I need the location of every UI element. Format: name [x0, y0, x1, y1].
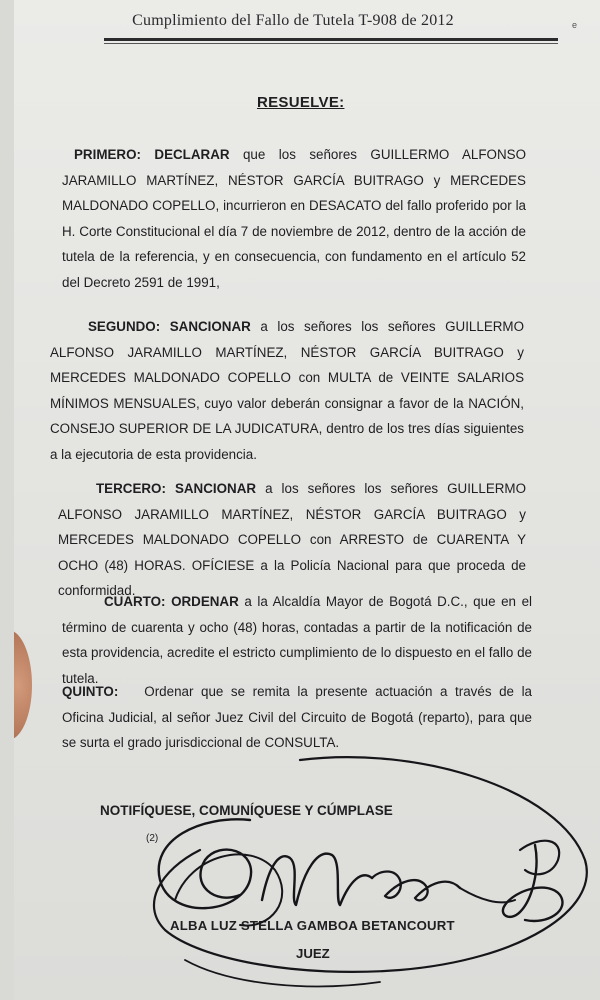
- paragraph-cuarto-text: a la Alcaldía Mayor de Bogotá D.C., que en el término de cuarenta y ocho (48) horas, contadas a partir de la notificación de esta providencia, acredite el estricto cumplimiento de lo dispuesto en el fallo de tutela.: [62, 594, 532, 686]
- judge-role: JUEZ: [296, 946, 330, 961]
- paragraph-segundo-text: a los señores los señores GUILLERMO ALFONSO JARAMILLO MARTÍNEZ, NÉSTOR GARCÍA BUITRAGO y MERCEDES MALDONADO COPELLO con MULTA de VEINTE SALARIOS MÍNIMOS MENSUALES, cuyo valor deberán consignar a favor de la NACIÓN, CONSEJO SUPERIOR DE LA JUDICATURA, dentro de los tres días siguientes a la ejecutoria de esta providencia.: [50, 319, 524, 462]
- notification-line: NOTIFÍQUESE, COMUNÍQUESE Y CÚMPLASE: [100, 803, 393, 818]
- paragraph-tercero-text: a los señores los señores GUILLERMO ALFONSO JARAMILLO MARTÍNEZ, NÉSTOR GARCÍA BUITRAGO y MERCEDES MALDONADO COPELLO con ARRESTO de CUARENTA Y OCHO (48) HORAS. OFÍCIESE a la Policía Nacional para que proceda de conformidad.: [58, 481, 526, 599]
- judge-name: ALBA LUZ STELLA GAMBOA BETANCOURT: [170, 918, 455, 933]
- paragraph-primero-text: que los señores GUILLERMO ALFONSO JARAMILLO MARTÍNEZ, NÉSTOR GARCÍA BUITRAGO y MERCEDES MALDONADO COPELLO, incurrieron en DESACATO del fallo proferido por la H. Corte Constitucional el día 7 de noviembre de 2012, dentro de la acción de tutela de la referencia, y en consecuencia, con fundamento en el artículo 52 del Decreto 2591 de 1991,: [62, 147, 526, 290]
- paragraph-quinto-text: Ordenar que se remita la presente actuación a través de la Oficina Judicial, al señor Juez Civil del Circuito de Bogotá (reparto), para que se surta el grado jurisdiccional de CONSULTA.: [62, 684, 532, 751]
- header-rule-thin: [104, 43, 558, 44]
- copy-count: (2): [146, 833, 159, 844]
- paragraph-quinto: [62, 679, 532, 756]
- paragraph-tercero-lead: TERCERO: SANCIONAR: [96, 481, 266, 496]
- paragraph-segundo-lead: SEGUNDO: SANCIONAR: [88, 319, 261, 334]
- paragraph-cuarto: [62, 589, 532, 691]
- page-marker: e: [572, 20, 578, 30]
- paragraph-primero: [62, 142, 526, 296]
- paragraph-tercero: [58, 476, 526, 604]
- page-header-title: Cumplimiento del Fallo de Tutela T-908 de 2012: [132, 12, 454, 29]
- paragraph-quinto-lead: QUINTO:: [62, 684, 119, 699]
- paragraph-cuarto-lead: CUARTO: ORDENAR: [104, 594, 245, 609]
- header-rule: [104, 38, 558, 41]
- paragraph-segundo: [50, 314, 524, 468]
- resuelve-heading: RESUELVE:: [257, 94, 345, 111]
- paragraph-primero-lead: PRIMERO: DECLARAR: [74, 147, 243, 162]
- thumb-edge: [14, 630, 32, 740]
